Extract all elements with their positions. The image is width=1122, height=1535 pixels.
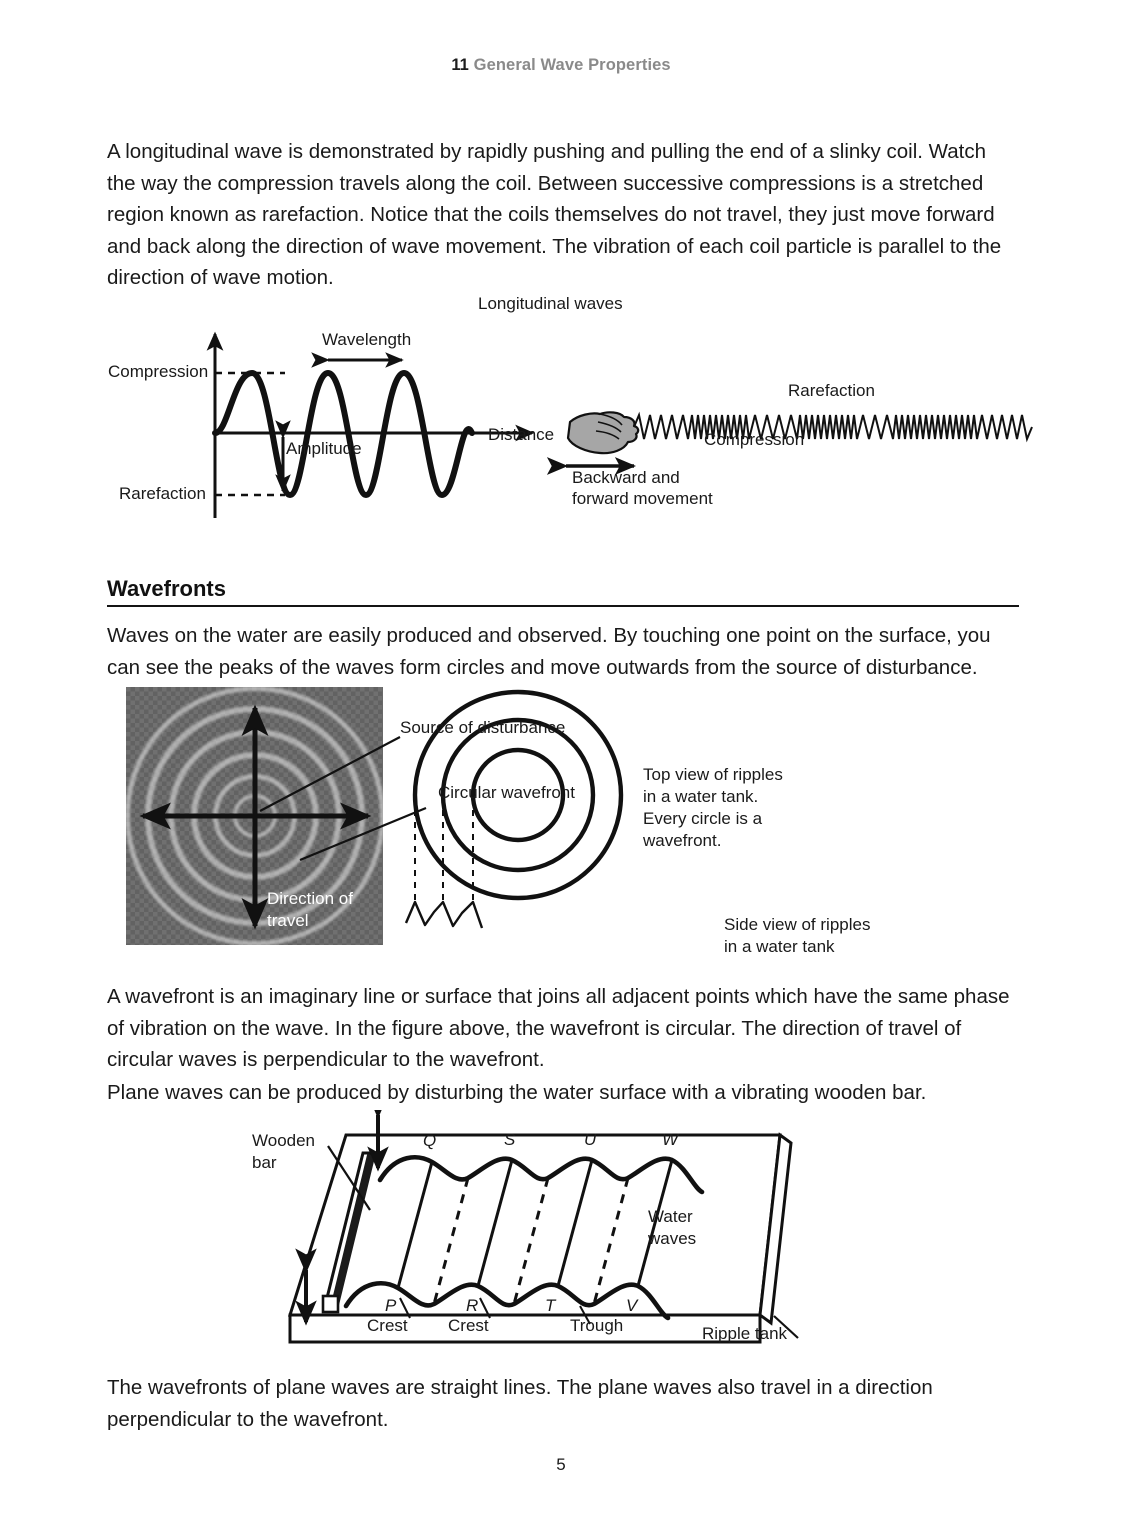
section-heading-wavefronts (107, 576, 1019, 607)
chapter-number: 11 (451, 56, 469, 74)
label-water-waves-line1: Water (648, 1207, 693, 1226)
paragraph-intro: A longitudinal wave is demonstrated by rapidly pushing and pulling the end of a slinky coil. Watch the way the compression travels along the coil. Between successive compressions is a stretched region known as rarefaction. Notice that the coils themselves do not travel, they just move forward and back along the direction of wave movement. The vibration of each coil particle is parallel to the direction of wave motion. (107, 140, 1002, 289)
label-point-Q: Q (423, 1131, 437, 1150)
label-point-S: S (504, 1130, 516, 1149)
label-top-view-line3: Every circle is a (643, 809, 763, 828)
label-wooden-bar-line1: Wooden (252, 1131, 316, 1150)
label-point-W: W (662, 1130, 679, 1149)
chapter-title: General Wave Properties (473, 56, 671, 74)
label-slinky-rarefaction: Rarefaction (788, 381, 875, 400)
section-heading-rule (107, 605, 1019, 607)
label-backward-forward-line1: Backward and (572, 468, 680, 487)
figure-wavefronts (100, 680, 1040, 965)
label-direction-of-travel-line2: travel (267, 911, 309, 930)
label-point-U: U (584, 1130, 597, 1149)
label-backward-forward-line2: forward movement (572, 489, 713, 508)
paragraph-plane-waves-intro: Plane waves can be produced by disturbing the water surface with a vibrating wooden bar. (107, 1081, 927, 1104)
label-amplitude: Amplitude (286, 439, 362, 458)
label-distance-axis: Distance (488, 425, 555, 444)
label-side-view-line2: in a water tank (724, 937, 835, 956)
label-point-V: V (626, 1296, 638, 1315)
paragraph-closing: The wavefronts of plane waves are straight lines. The plane waves also travel in a direction perpendicular to the wavefront. (107, 1376, 933, 1431)
label-top-view-line2: in a water tank. (643, 787, 759, 806)
label-water-waves-line2: waves (648, 1229, 697, 1248)
label-trough: Trough (570, 1316, 624, 1335)
label-side-view-line1: Side view of ripples (724, 915, 871, 934)
label-ripple-tank: Ripple tank (702, 1324, 788, 1343)
label-point-T: T (545, 1296, 556, 1315)
label-direction-of-travel-line1: Direction of (267, 889, 353, 908)
figure-ripple-tank (250, 1110, 830, 1360)
section-heading-text: Wavefronts (107, 576, 226, 601)
label-crest-1: Crest (367, 1316, 408, 1335)
label-source-of-disturbance: Source of disturbance (400, 718, 566, 737)
label-crest-2: Crest (448, 1316, 489, 1335)
page-number: 5 (556, 1455, 566, 1474)
wavefront-annotations (100, 680, 1040, 965)
label-point-P: P (385, 1296, 397, 1315)
paragraph-wavefronts-intro: Waves on the water are easily produced and observed. By touching one point on the surface, you can see the peaks of the waves form circles and move outwards from the source of disturbance. (107, 624, 991, 679)
label-rarefaction-axis: Rarefaction (119, 484, 206, 503)
label-slinky-compression: Compression (704, 430, 805, 449)
label-circular-wavefront: Circular wavefront (438, 783, 575, 802)
label-wooden-bar-line2: bar (252, 1153, 277, 1172)
figure-caption-longitudinal: Longitudinal waves (478, 294, 623, 313)
label-top-view-line4: wavefront. (643, 831, 722, 850)
label-top-view-line1: Top view of ripples (643, 765, 783, 784)
label-wavelength: Wavelength (322, 330, 412, 349)
figure-longitudinal-waves (100, 290, 1090, 530)
paragraph-wavefront-definition: A wavefront is an imaginary line or surface that joins all adjacent points which have the same phase of vibration on the wave. In the figure above, the wavefront is circular. The direction of travel of circular waves is perpendicular to the wavefront. (107, 985, 1010, 1071)
label-point-R: R (466, 1296, 479, 1315)
running-header (0, 56, 1122, 75)
label-compression-axis: Compression (108, 362, 209, 381)
